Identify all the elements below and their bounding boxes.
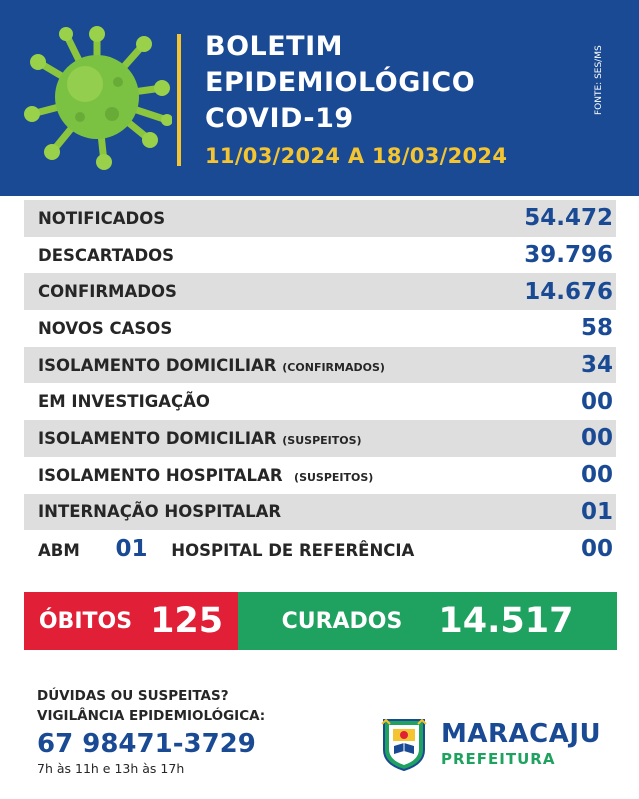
stat-row-confirmados — [24, 273, 616, 310]
header-banner — [0, 0, 639, 196]
totals-bar — [24, 592, 617, 650]
abm-count: 01 — [115, 535, 148, 562]
city-name: MARACAJU — [441, 719, 602, 749]
stat-row-abm — [24, 530, 616, 567]
contact-department: VIGILÂNCIA EPIDEMIOLÓGICA: — [37, 708, 266, 724]
stat-row-em-investigacao — [24, 383, 616, 420]
stat-row-notificados — [24, 200, 616, 237]
deaths-label: ÓBITOS — [38, 608, 133, 634]
stat-label-main: ISOLAMENTO DOMICILIAR — [38, 428, 277, 448]
stat-label: DESCARTADOS — [38, 245, 175, 265]
contact-phone[interactable]: 67 98471-3729 — [37, 729, 256, 759]
stat-value: 14.676 — [524, 278, 613, 305]
stat-value: 01 — [580, 498, 613, 525]
maracaju-coat-of-arms-icon — [380, 716, 428, 772]
stats-table — [24, 200, 616, 567]
stat-value: 34 — [580, 352, 613, 379]
stat-label: EM INVESTIGAÇÃO — [38, 392, 210, 412]
stat-value: 00 — [580, 388, 613, 415]
stat-label — [38, 466, 373, 485]
stat-value: 39.796 — [524, 242, 613, 269]
stat-label: CONFIRMADOS — [38, 282, 177, 302]
reference-hospital-label: HOSPITAL DE REFERÊNCIA — [171, 540, 415, 560]
stat-row-isolamento-domiciliar-confirmados — [24, 347, 616, 384]
stat-value: 58 — [580, 315, 613, 342]
stat-label: NOTIFICADOS — [38, 208, 166, 228]
title-line: BOLETIM — [205, 31, 344, 62]
contact-question: DÚVIDAS OU SUSPEITAS? — [37, 688, 229, 704]
stat-value: 00 — [580, 462, 613, 489]
abm-label: ABM — [38, 540, 80, 560]
stat-row-isolamento-domiciliar-suspeitos — [24, 420, 616, 457]
stat-value: 54.472 — [524, 205, 613, 232]
stat-label-note: (CONFIRMADOS) — [282, 360, 385, 374]
stat-label: NOVOS CASOS — [38, 318, 173, 338]
recovered-value: 14.517 — [438, 601, 574, 641]
contact-hours: 7h às 11h e 13h às 17h — [37, 761, 185, 776]
virus-icon — [22, 22, 172, 172]
date-range: 11/03/2024 A 18/03/2024 — [205, 144, 508, 168]
stat-value: 00 — [580, 425, 613, 452]
recovered-label: CURADOS — [281, 608, 403, 634]
stat-label-main: ISOLAMENTO HOSPITALAR — [38, 465, 283, 485]
stat-row-novos-casos — [24, 310, 616, 347]
stat-row-internacao-hospitalar — [24, 494, 616, 531]
title-line: COVID-19 — [205, 103, 354, 134]
title-line: EPIDEMIOLÓGICO — [205, 67, 476, 98]
deaths-box — [24, 592, 238, 650]
bulletin-title — [205, 29, 475, 137]
stat-label — [38, 356, 385, 375]
stat-row-isolamento-hospitalar-suspeitos — [24, 457, 616, 494]
abm-group — [38, 536, 414, 562]
source-label: FONTE: SES/MS — [594, 45, 604, 115]
stat-row-descartados — [24, 237, 616, 274]
contact-info — [37, 686, 265, 778]
header-divider — [177, 34, 181, 166]
stat-label — [38, 429, 362, 448]
recovered-box — [238, 592, 617, 650]
stat-label-note: (SUSPEITOS) — [294, 470, 374, 484]
org-name: PREFEITURA — [441, 750, 556, 768]
stat-label-note: (SUSPEITOS) — [282, 433, 362, 447]
stat-label: INTERNAÇÃO HOSPITALAR — [38, 502, 282, 522]
deaths-value: 125 — [150, 601, 224, 641]
stat-label-main: ISOLAMENTO DOMICILIAR — [38, 355, 277, 375]
stat-value: 00 — [580, 535, 613, 562]
